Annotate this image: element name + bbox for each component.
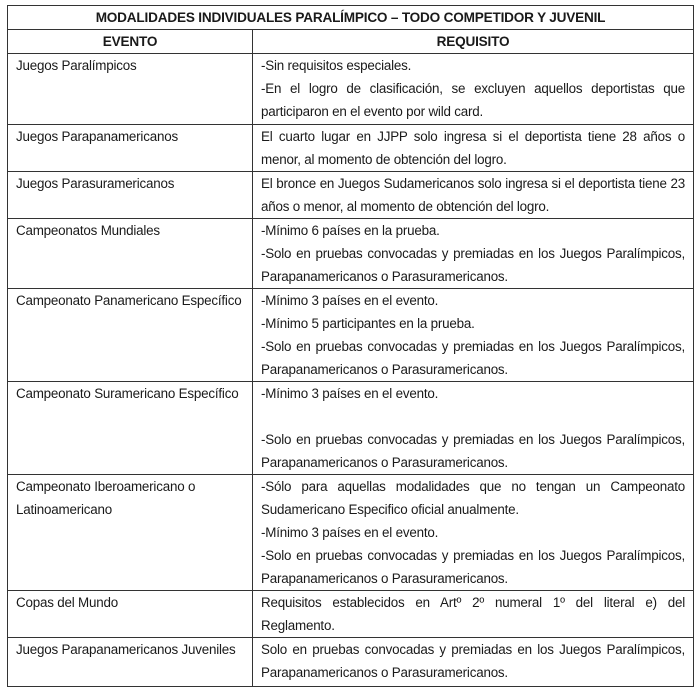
- requisito-line: Solo en pruebas convocadas y premiadas en los Juegos Paralímpicos, Parapanamericanos o Parasuramericanos.: [261, 642, 685, 680]
- requisito-line: -Mínimo 3 países en el evento.: [261, 525, 439, 540]
- requisito-line: [261, 405, 685, 428]
- requisito-line: -Solo en pruebas convocadas y premiadas en los Juegos Paralímpicos, Parapanamericanos o Parasuramericanos.: [261, 548, 685, 586]
- requirements-table: [7, 5, 694, 687]
- table-row: [8, 638, 694, 687]
- requisito-line: -En el logro de clasificación, se excluyen aquellos deportistas que participaron en el evento por wild card.: [261, 81, 685, 119]
- evento-cell: Campeonato Panamericano Específico: [8, 289, 253, 382]
- requisito-cell: [253, 591, 694, 638]
- requisito-line: -Mínimo 6 países en la prueba.: [261, 223, 440, 238]
- table-row: [8, 591, 694, 638]
- requisito-line: -Mínimo 3 países en el evento.: [261, 293, 439, 308]
- requisito-cell: [253, 382, 694, 475]
- requisito-line: -Solo en pruebas convocadas y premiadas en los Juegos Paralímpicos, Parapanamericanos o Parasuramericanos.: [261, 246, 685, 284]
- table-row: [8, 54, 694, 125]
- table-row: [8, 172, 694, 219]
- evento-cell: Juegos Parapanamericanos: [8, 125, 253, 172]
- table-row: [8, 382, 694, 475]
- evento-cell: Campeonato Suramericano Específico: [8, 382, 253, 475]
- requisito-cell: [253, 638, 694, 687]
- requisito-line: El bronce en Juegos Sudamericanos solo ingresa si el deportista tiene 23 años o menor, al momento de obtención del logro.: [261, 176, 685, 214]
- requisito-cell: [253, 289, 694, 382]
- requisito-line: -Solo en pruebas convocadas y premiadas en los Juegos Paralímpicos, Parapanamericanos o Parasuramericanos.: [261, 432, 685, 470]
- requisito-cell: [253, 475, 694, 591]
- requisito-line: -Sin requisitos especiales.: [261, 58, 412, 73]
- header-evento: EVENTO: [8, 30, 253, 54]
- title-row: [8, 6, 694, 30]
- table-title: MODALIDADES INDIVIDUALES PARALÍMPICO – TODO COMPETIDOR Y JUVENIL: [8, 6, 694, 30]
- table-row: [8, 125, 694, 172]
- requisito-cell: [253, 125, 694, 172]
- requisito-cell: [253, 172, 694, 219]
- evento-cell: Juegos Parapanamericanos Juveniles: [8, 638, 253, 687]
- requisito-line: -Solo en pruebas convocadas y premiadas en los Juegos Paralímpicos, Parapanamericanos o Parasuramericanos.: [261, 339, 685, 377]
- requisito-line: El cuarto lugar en JJPP solo ingresa si el deportista tiene 28 años o menor, al momento de obtención del logro.: [261, 129, 685, 167]
- evento-cell: Campeonato Iberoamericano o Latinoamericano: [8, 475, 253, 591]
- evento-cell: Juegos Paralímpicos: [8, 54, 253, 125]
- table-row: [8, 289, 694, 382]
- evento-cell: Campeonatos Mundiales: [8, 219, 253, 289]
- header-row: [8, 30, 694, 54]
- table-row: [8, 475, 694, 591]
- table-body: [8, 54, 694, 687]
- requisito-line: -Sólo para aquellas modalidades que no tengan un Campeonato Sudamericano Especifico oficial anualmente.: [261, 479, 685, 517]
- requisito-line: Requisitos establecidos en Artº 2º numeral 1º del literal e) del Reglamento.: [261, 595, 685, 633]
- header-requisito: REQUISITO: [253, 30, 694, 54]
- requisito-line: -Mínimo 5 participantes en la prueba.: [261, 316, 475, 331]
- requisito-line: -Mínimo 3 países en el evento.: [261, 386, 439, 401]
- requisito-cell: [253, 219, 694, 289]
- evento-cell: Copas del Mundo: [8, 591, 253, 638]
- evento-cell: Juegos Parasuramericanos: [8, 172, 253, 219]
- requisito-cell: [253, 54, 694, 125]
- table-row: [8, 219, 694, 289]
